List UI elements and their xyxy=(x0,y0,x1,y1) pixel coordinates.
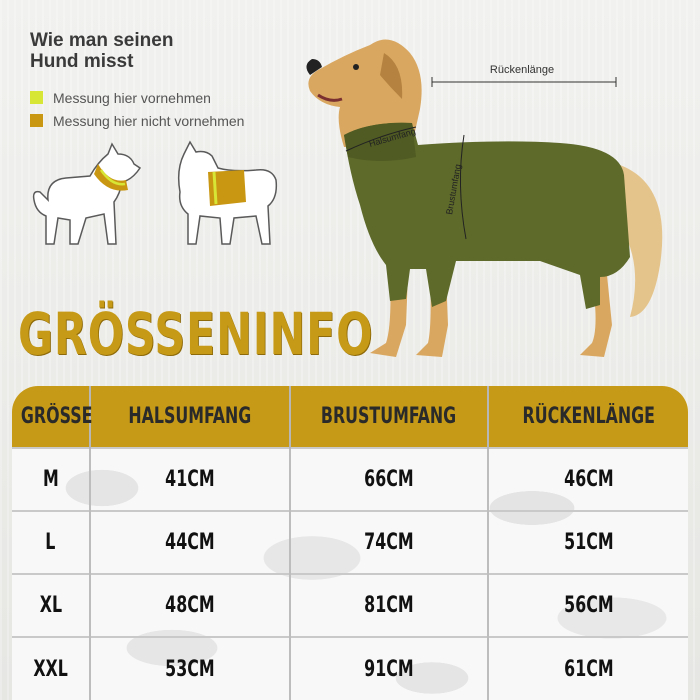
dog-neck-silhouette-icon xyxy=(28,140,143,255)
table-row xyxy=(12,574,688,637)
cell-neck: 48CM xyxy=(90,574,290,637)
header-back: RÜCKENLÄNGE xyxy=(488,386,688,448)
table-header-row xyxy=(12,386,688,448)
cell-chest: 81CM xyxy=(290,574,488,637)
size-table xyxy=(12,386,688,700)
measurement-legend xyxy=(30,86,244,132)
cell-back: 51CM xyxy=(488,511,688,574)
dog-chest-silhouette-icon xyxy=(160,140,280,255)
chest-measure-label: Brustumfang xyxy=(444,163,463,216)
table-row xyxy=(12,448,688,511)
cell-chest: 91CM xyxy=(290,637,488,700)
legend-label: Messung hier nicht vornehmen xyxy=(53,112,245,129)
neck-measure-label: Halsumfang xyxy=(367,126,417,149)
yellow-swatch-icon xyxy=(30,91,43,104)
cell-chest: 66CM xyxy=(290,448,488,511)
table-row xyxy=(12,637,688,700)
cell-neck: 53CM xyxy=(90,637,290,700)
cell-back: 46CM xyxy=(488,448,688,511)
cell-size: XL xyxy=(12,574,90,637)
measure-guide-title-line2: Hund misst xyxy=(30,51,134,72)
header-neck: HALSUMFANG xyxy=(90,386,290,448)
header-chest: BRUSTUMFANG xyxy=(290,386,488,448)
table-row xyxy=(12,511,688,574)
cell-chest: 74CM xyxy=(290,511,488,574)
cell-size: L xyxy=(12,511,90,574)
cell-back: 61CM xyxy=(488,637,688,700)
header-size: GRÖSSE xyxy=(12,386,90,448)
measure-guide-title xyxy=(30,30,173,72)
legend-item-not-here xyxy=(30,109,244,132)
cell-back: 56CM xyxy=(488,574,688,637)
legend-item-measure-here xyxy=(30,86,244,109)
orange-swatch-icon xyxy=(30,114,43,127)
size-chart-table xyxy=(12,386,688,700)
cell-neck: 41CM xyxy=(90,448,290,511)
cell-size: M xyxy=(12,448,90,511)
back-length-label: Rückenlänge xyxy=(489,64,555,76)
measure-guide-title-line1: Wie man seinen xyxy=(30,30,174,51)
back-length-line xyxy=(432,77,616,87)
size-info-title: GRÖSSENINFO xyxy=(18,300,374,368)
cell-neck: 44CM xyxy=(90,511,290,574)
legend-label: Messung hier vornehmen xyxy=(53,89,211,106)
cell-size: XXL xyxy=(12,637,90,700)
